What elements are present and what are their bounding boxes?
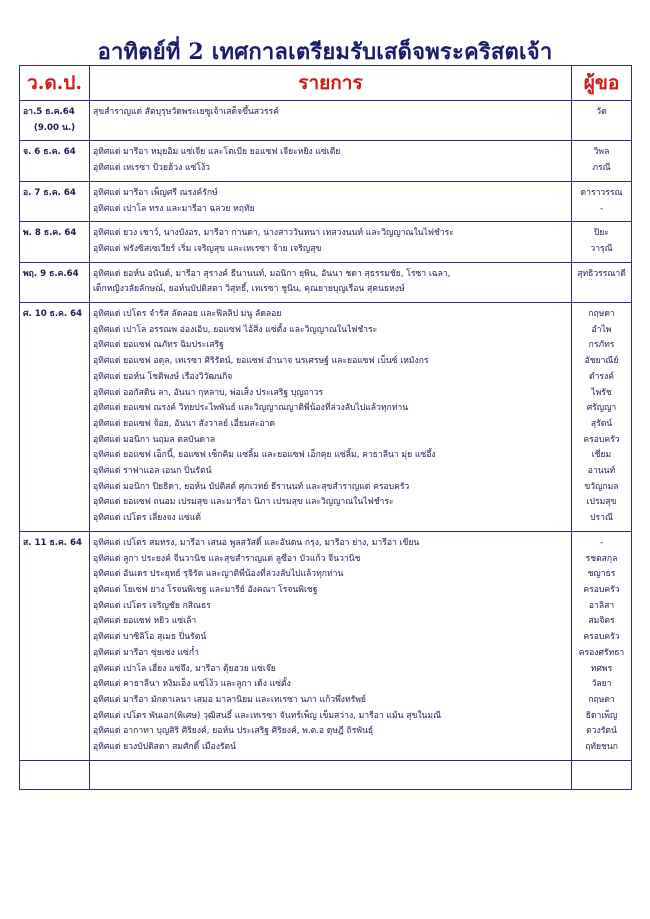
requester-name: กฤษดา [588, 694, 615, 705]
intention-line: อุทิศแด่ ยอแซฟ ณรงค์ วิทยประไพพันธ์ และวิญญาณญาติพี่น้องที่ล่วงลับไปแล้วทุกท่าน [93, 403, 409, 414]
requester-name: วัด [596, 107, 607, 117]
date-text: ส. 11 ธ.ค. 64 [23, 537, 82, 548]
requester-cell [572, 262, 632, 302]
table-row [20, 181, 632, 221]
intention-line: อุทิศแด่ มารีอา ซุ่ยเซ่ง แซ่ก๋ำ [93, 647, 199, 658]
requester-name: สมจิตร [588, 616, 615, 627]
intention-line: อุทิศแด่ มอนิกา ปิยธิดา, ยอห์น บัปติสต์ ศุภเวทย์ ธีรานนท์ และสุขสำราญแด่ ครอบครัว [93, 481, 410, 492]
intention-line: อุทิศแด่ มารีอา เพ็ญศรี ณรงค์รักษ์ [93, 187, 218, 198]
intention-line: อุทิศแด่ เทเรซา ป้วยฮ้วง แซ่โง้ว [93, 163, 211, 174]
table-row [20, 531, 632, 760]
requester-name: เปรมสุข [586, 497, 617, 508]
requester-name: - [599, 537, 604, 548]
intention-line: อุทิศแด่ ยวง เชาว์, นางบังอร, มารีอา กานดา, นางสาววันทนา เทสวงนนท์ และวิญญาณในไฟชำระ [93, 228, 454, 239]
date-text: พ. 8 ธ.ค. 64 [23, 228, 77, 239]
requester-name: สุรัตน์ [590, 418, 613, 429]
intention-line: อุทิศแด่ มารีอา หมุยอิม แซ่เจีย และโตเบีย ยอแซฟ เจียะหยิง แซ่เตีย [93, 147, 341, 158]
date-cell [20, 262, 90, 302]
intention-line: อุทิศแด่ ยอแซฟ จ้อย, อันนา สังวาลย์ เอี่ยมสะอาด [93, 418, 276, 429]
requester-name: สุทธิวรรณาดี [577, 268, 626, 279]
header-requester: ผู้ขอ [572, 66, 632, 101]
intention-line: อุทิศแด่ เปโตร เจริญชัย กสิณธร [93, 600, 211, 611]
intention-line: อุทิศแด่ ออกัสติน ลา, อันนา กุหลาบ, พ่อเส็ง ประเสริฐ บุญถาวร [93, 387, 324, 398]
requester-name: วัลยา [591, 679, 612, 690]
requester-name: อำไพ [591, 324, 612, 335]
requester-name: วารุณี [590, 243, 613, 254]
intention-line: อุทิศแด่ เปโตร พันเอก(พิเศษ) วุฒิสนธิ์ และเทเรซา จันทร์เพ็ญ เข็มสว่าง, มารีอา แม้น สุขในมณี [93, 710, 442, 721]
date-cell [20, 101, 90, 141]
intention-line: อุทิศแด่ เปโตร สมทรง, มารีอา เสนอ พูลสวัสดิ์ และอันตน กรุง, มารีอา ย่าง, มารีอา เขียน [93, 537, 420, 548]
items-cell [90, 181, 572, 221]
intention-line: อุทิศแด่ มารีอา มักดาเลนา เสมอ มาลานิยม และเทเรซา นภา แก้วพึ่งทรัพย์ [93, 694, 366, 705]
date-cell [20, 303, 90, 532]
items-cell [90, 101, 572, 141]
requester-name: ตวงรัตน์ [586, 726, 617, 737]
table-row [20, 222, 632, 262]
table-row [20, 101, 632, 141]
intention-line: อุทิศแด่ ยอห์น โชติพงษ์ เรืองวิวัฒนกิจ [93, 371, 233, 382]
items-cell [90, 262, 572, 302]
intention-line: อุทิศแด่ ฟรังซิสเซเวียร์ เริ่ม เจริญสุข และเทเรซา จ้าย เจริญสุข [93, 243, 322, 254]
requester-name: ศรัญญา [586, 403, 617, 414]
requester-name: ครอบครัว [583, 632, 620, 643]
items-cell [90, 531, 572, 760]
requester-name: ปราณี [590, 513, 613, 524]
requester-name: ครองศรัทธา [578, 647, 625, 658]
intention-line: อุทิศแด่ เปโตร เลี่ยงจง แซ่แต้ [93, 513, 201, 524]
empty-cell [20, 760, 90, 789]
intention-line: อุทิศแด่ อันเดร ประยุทธ์ รุจิรัต และญาติพี่น้องที่ล่วงลับไปแล้วทุกท่าน [93, 569, 344, 580]
table-row [20, 141, 632, 181]
requester-name: ธิดาเพ็ญ [585, 710, 618, 721]
date-text: พฤ. 9 ธ.ค.64 [23, 268, 79, 279]
requester-name: เชี่ยม [591, 450, 612, 461]
date-time-text: (9.00 น.) [33, 122, 76, 133]
intention-line: อุทิศแด่ เปาโล อรรณพ อ่องเอิบ, ยอแซฟ ไอ้สิ่ง แซ่ตั้ง และวิญญาณในไฟชำระ [93, 324, 378, 335]
requester-cell [572, 181, 632, 221]
intention-line: อุทิศแด่ ยอแซฟ เอ็กนี้, ยอแซฟ เซ็กคิม แซ่ลิ้ม และยอแซฟ เอ็กคุย แซ่ลิ้ม, คาธาลีนา มุ่ย แซ่อึ้ง [93, 450, 436, 461]
intention-line: อุทิศแด่ ราฟาแอล เอนก ปิ่นรัตน์ [93, 466, 212, 477]
intention-line: อุทิศแด่ มอนิกา นฤมล ตลบันดาล [93, 434, 216, 445]
date-text: อ. 7 ธ.ค. 64 [23, 187, 76, 198]
requester-name: ไพรัช [591, 387, 612, 398]
date-cell [20, 531, 90, 760]
items-cell [90, 303, 572, 532]
intention-line: อุทิศแด่ เปาโล ทรง และมารีอา ฉลวย หฤทัย [93, 203, 255, 214]
requester-name: ปิยะ [593, 228, 610, 239]
date-text: จ. 6 ธ.ค. 64 [23, 147, 76, 158]
intention-line: อุทิศแด่ ยอแซฟ ณภัทร ฉิมประเสริฐ [93, 340, 224, 351]
items-cell [90, 141, 572, 181]
intention-line: อุทิศแด่ เปาโล เฮี่ยง แซ่จึง, มารีอา ตุ้ยฮวย แซ่เจ๊ย [93, 663, 276, 674]
intention-line: อุทิศแด่ โยเซฟ ยาง โรจนพิเชฐ และมารีย์ อังคณา โรจนพิเชฐ [93, 584, 318, 595]
requester-name: ชญาธร [587, 569, 616, 580]
requester-name: กรภัทร [588, 340, 615, 351]
requester-name: อัชยาณีย์ [584, 356, 619, 367]
requester-name: ขวัญกมล [584, 481, 619, 492]
intention-line: อุทิศแด่ ยอแซฟ หยิว แซ่เล้า [93, 616, 197, 627]
table-row [20, 262, 632, 302]
intention-line: อุทิศแด่ ลูกา ประยงค์ จีนวานิช และสุขสำราญแด่ ลูซีอา บัวแก้ว จีนวานิช [93, 553, 361, 564]
intention-line: เด็กหญิงวลัยลักษณ์, ยอห์นบัปติสตา วิสุทธิ์, เทเรซา ชูนิน, คุณยายบุญเรือน สุคนธหงษ์ [93, 284, 405, 295]
header-date: ว.ด.ป. [20, 66, 90, 101]
header-items: รายการ [90, 66, 572, 101]
requester-name: ดำรงค์ [589, 371, 614, 382]
intention-line: สุขสำราญแด่ สัตบุรุษวัดพระเยซูเจ้าเสด็จขึ้นสวรรค์ [93, 107, 279, 117]
intention-line: อุทิศแด่ ยอแซฟ อดุล, เทเรซา ศิริรัตน์, ยอแซฟ อำนาจ นรเศรษฐ์ และยอแซฟ เบ็นซ์ เหมังกร [93, 356, 429, 367]
requester-cell [572, 531, 632, 760]
page-title: อาทิตย์ที่ 2 เทศกาลเตรียมรับเสด็จพระคริสตเจ้า [97, 39, 553, 65]
requester-name: รชตสกุล [585, 553, 618, 564]
date-cell [20, 222, 90, 262]
requester-name: วิพล [593, 147, 610, 158]
date-text: อา.5 ธ.ค.64 [23, 107, 75, 117]
mass-intentions-table [19, 65, 632, 790]
requester-name: ครอบครัว [583, 584, 620, 595]
requester-name: อาลิสา [588, 600, 615, 611]
date-text: ศ. 10 ธ.ค. 64 [23, 309, 83, 320]
requester-cell [572, 101, 632, 141]
requester-name: ทศพร [590, 663, 613, 674]
table-row [20, 303, 632, 532]
intention-line: อุทิศแด่ ยอแซฟ ถนอม เปรมสุข และมารีอา นิภา เปรมสุข และวิญญาณในไฟชำระ [93, 497, 394, 508]
intention-line: อุทิศแด่ เปโตร จำรัส ลัดลอย และฟิลลิป มนู ลัดลอย [93, 309, 282, 320]
date-cell [20, 141, 90, 181]
requester-cell [572, 141, 632, 181]
intention-line: อุทิศแด่ คาธาลีนา หงิมเอ็ง แซ่โง้ว และลูกา เด้ง แซ่ตั้ง [93, 679, 291, 690]
date-cell [20, 181, 90, 221]
requester-name: ฤทัยชนก [585, 742, 618, 753]
requester-cell [572, 303, 632, 532]
requester-name: อานนท์ [587, 466, 616, 477]
requester-name: ครอบครัว [583, 434, 620, 445]
requester-name: ดาราวรรณ [580, 187, 623, 198]
requester-cell [572, 222, 632, 262]
intention-line: อุทิศแด่ บาซิลิโอ สุเมธ ปิ่นรัตน์ [93, 632, 207, 643]
requester-name: ภรณี [592, 163, 611, 174]
intention-line: อุทิศแด่ อากาทา บุญสิริ ศิริยงค์, ยอห์น ประเสริฐ ศิริยงค์, พ.ต.อ ดุษฎี ถิรพันธุ์ [93, 726, 374, 737]
requester-name: - [599, 203, 604, 214]
empty-cell [90, 760, 572, 789]
empty-row [20, 760, 632, 789]
items-cell [90, 222, 572, 262]
intention-line: อุทิศแด่ ยวงบัปติสตา สมศักดิ์ เมืองรัตน์ [93, 742, 236, 753]
empty-cell [572, 760, 632, 789]
intention-line: อุทิศแด่ ยอห์น อนันต์, มารีอา สุรางค์ ธีนานนท์, มอนิกา ยุพิน, อันนา ชดา สุธรรมชัย, โรซา เฉลา, [93, 268, 451, 279]
table-header-row [20, 66, 632, 101]
requester-name: กฤษดา [588, 309, 615, 320]
